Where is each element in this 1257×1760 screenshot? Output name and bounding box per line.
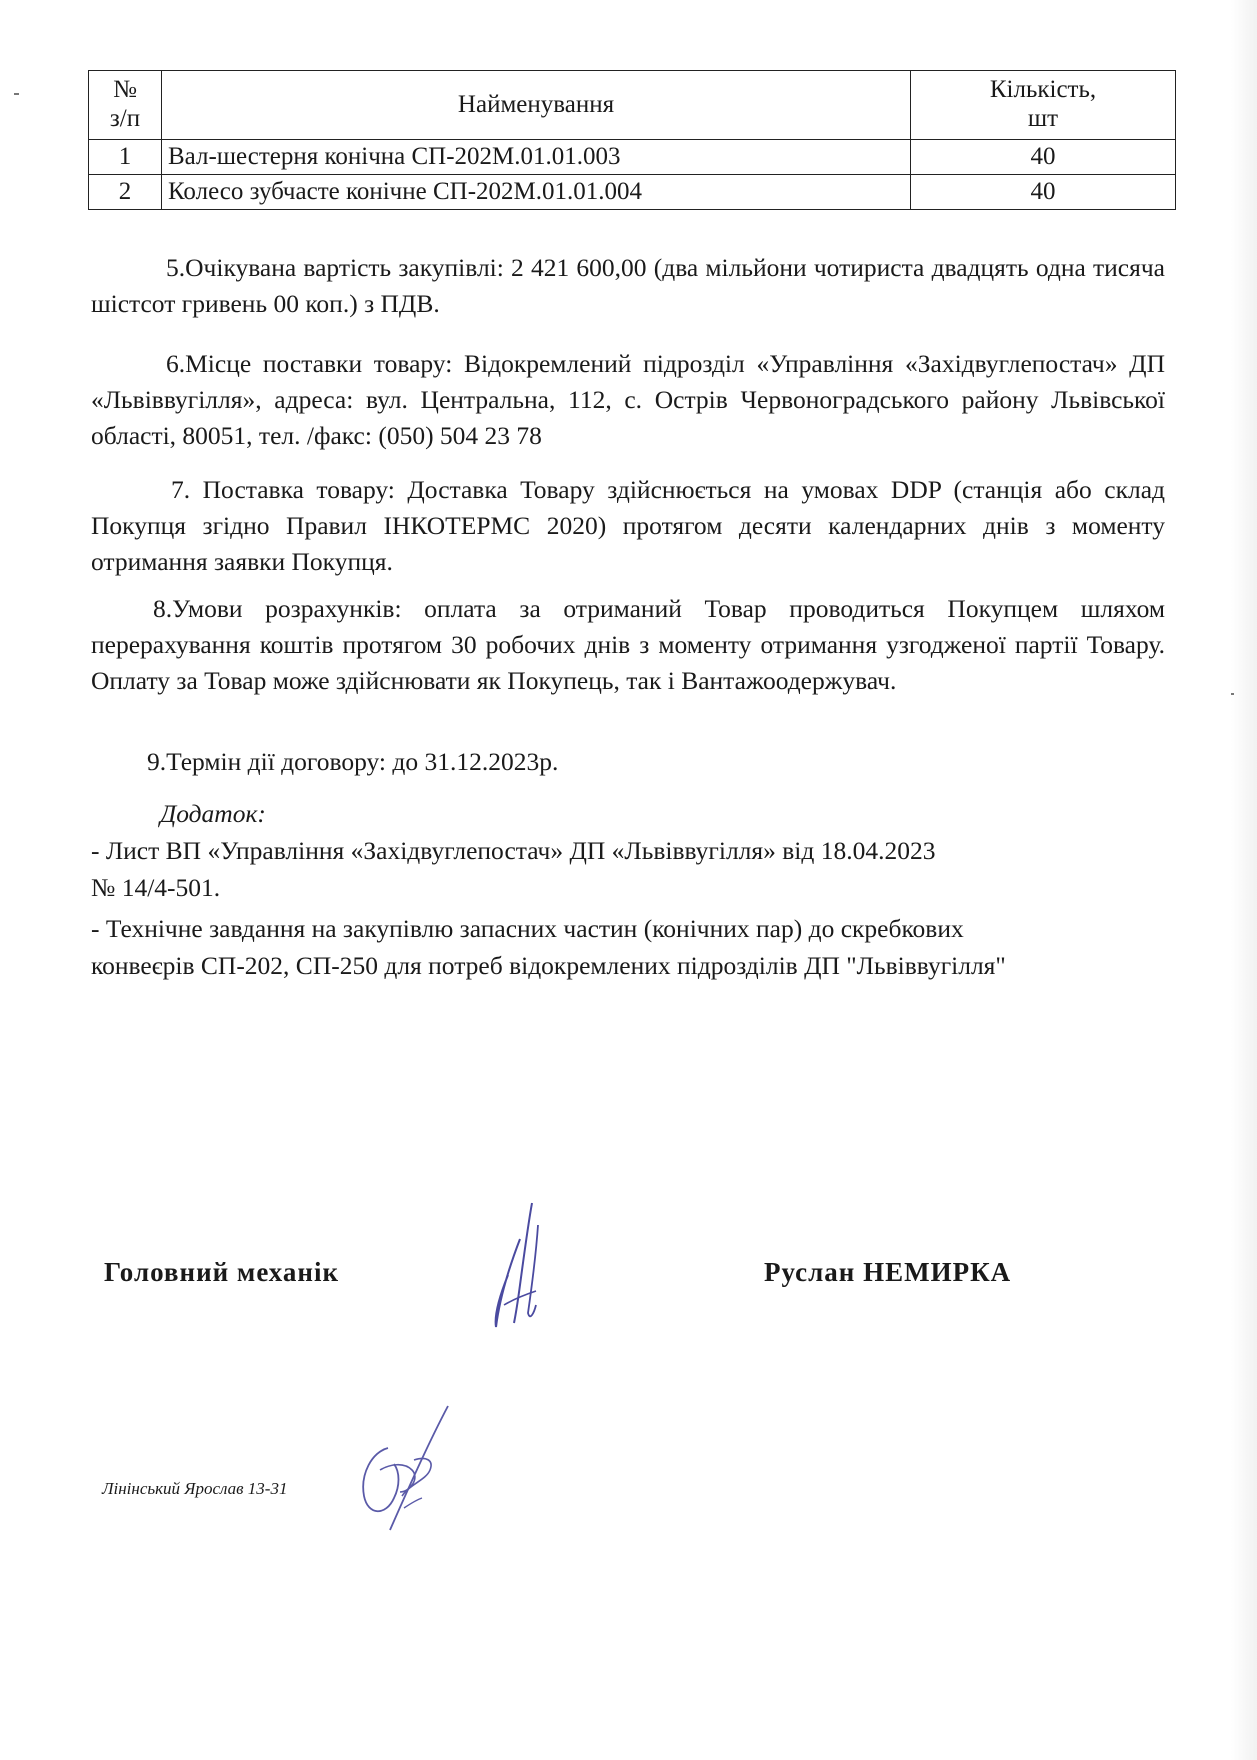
paragraph-delivery-place: 6.Місце поставки товару: Відокремлений підрозділ «Управління «Західвуглепостач» ДП «Львіввугілля», адреса: вул. Центральна, 112, с. Острів Червоноградського району Львівської області, 80051, тел. /факс: (050) 504 23 78: [91, 349, 1165, 450]
items-table: [88, 70, 1176, 210]
prepared-by-note: Лінінський Ярослав 13-31: [102, 1479, 288, 1498]
attachment-item-spec-cont: конвеєрів СП-202, СП-250 для потреб відокремлених підрозділів ДП "Львіввугілля": [91, 951, 1006, 980]
table-row: [89, 140, 1176, 175]
row-name: Колесо зубчасте конічне СП-202М.01.01.004: [162, 175, 911, 210]
row-name: Вал-шестерня конічна СП-202М.01.01.003: [162, 140, 911, 175]
table-header-row: [89, 71, 1176, 140]
attachment-heading: Додаток:: [160, 799, 266, 828]
signature-mark: [480, 1195, 560, 1335]
row-quantity: 40: [911, 140, 1176, 175]
paragraph-contract-term: 9.Термін дії договору: до 31.12.2023р.: [147, 747, 559, 776]
paragraph-expected-cost: 5.Очікувана вартість закупівлі: 2 421 600,00 (два мільйони чотириста двадцять одна тисяча шістсот гривень 00 коп.) з ПДВ.: [91, 253, 1165, 318]
paragraph-delivery-terms: 7. Поставка товару: Доставка Товару здійснюється на умовах DDP (станція або склад Покупця згідно Правил ІНКОТЕРМС 2020) протягом десяти календарних днів з моменту отримання заявки Покупця.: [91, 475, 1165, 576]
signatory-name: Руслан НЕМИРКА: [764, 1257, 1012, 1287]
header-number: № з/п: [89, 71, 162, 140]
attachment-item-spec: - Технічне завдання на закупівлю запасних частин (конічних пар) до скребкових: [91, 914, 964, 943]
row-quantity: 40: [911, 175, 1176, 210]
scan-edge-shadow: [1231, 0, 1257, 1760]
attachment-item-letter-number: № 14/4-501.: [91, 873, 221, 902]
row-number: 1: [89, 140, 162, 175]
scan-speck: [14, 93, 19, 95]
signatory-position: Головний механік: [104, 1257, 340, 1287]
initials-mark: [350, 1400, 460, 1540]
row-number: 2: [89, 175, 162, 210]
paragraph-payment-terms: 8.Умови розрахунків: оплата за отриманий Товар проводиться Покупцем шляхом перерахування коштів протягом 30 робочих днів з моменту отримання узгодженої партії Товару. Оплату за Товар може здійснювати як Покупець, так і Вантажоодержувач.: [91, 594, 1165, 695]
header-name: Найменування: [162, 71, 911, 140]
attachment-item-letter: - Лист ВП «Управління «Західвуглепостач» ДП «Львіввугілля» від 18.04.2023: [91, 836, 936, 865]
scan-speck: [1231, 693, 1234, 695]
table-row: [89, 175, 1176, 210]
header-quantity: Кількість, шт: [911, 71, 1176, 140]
